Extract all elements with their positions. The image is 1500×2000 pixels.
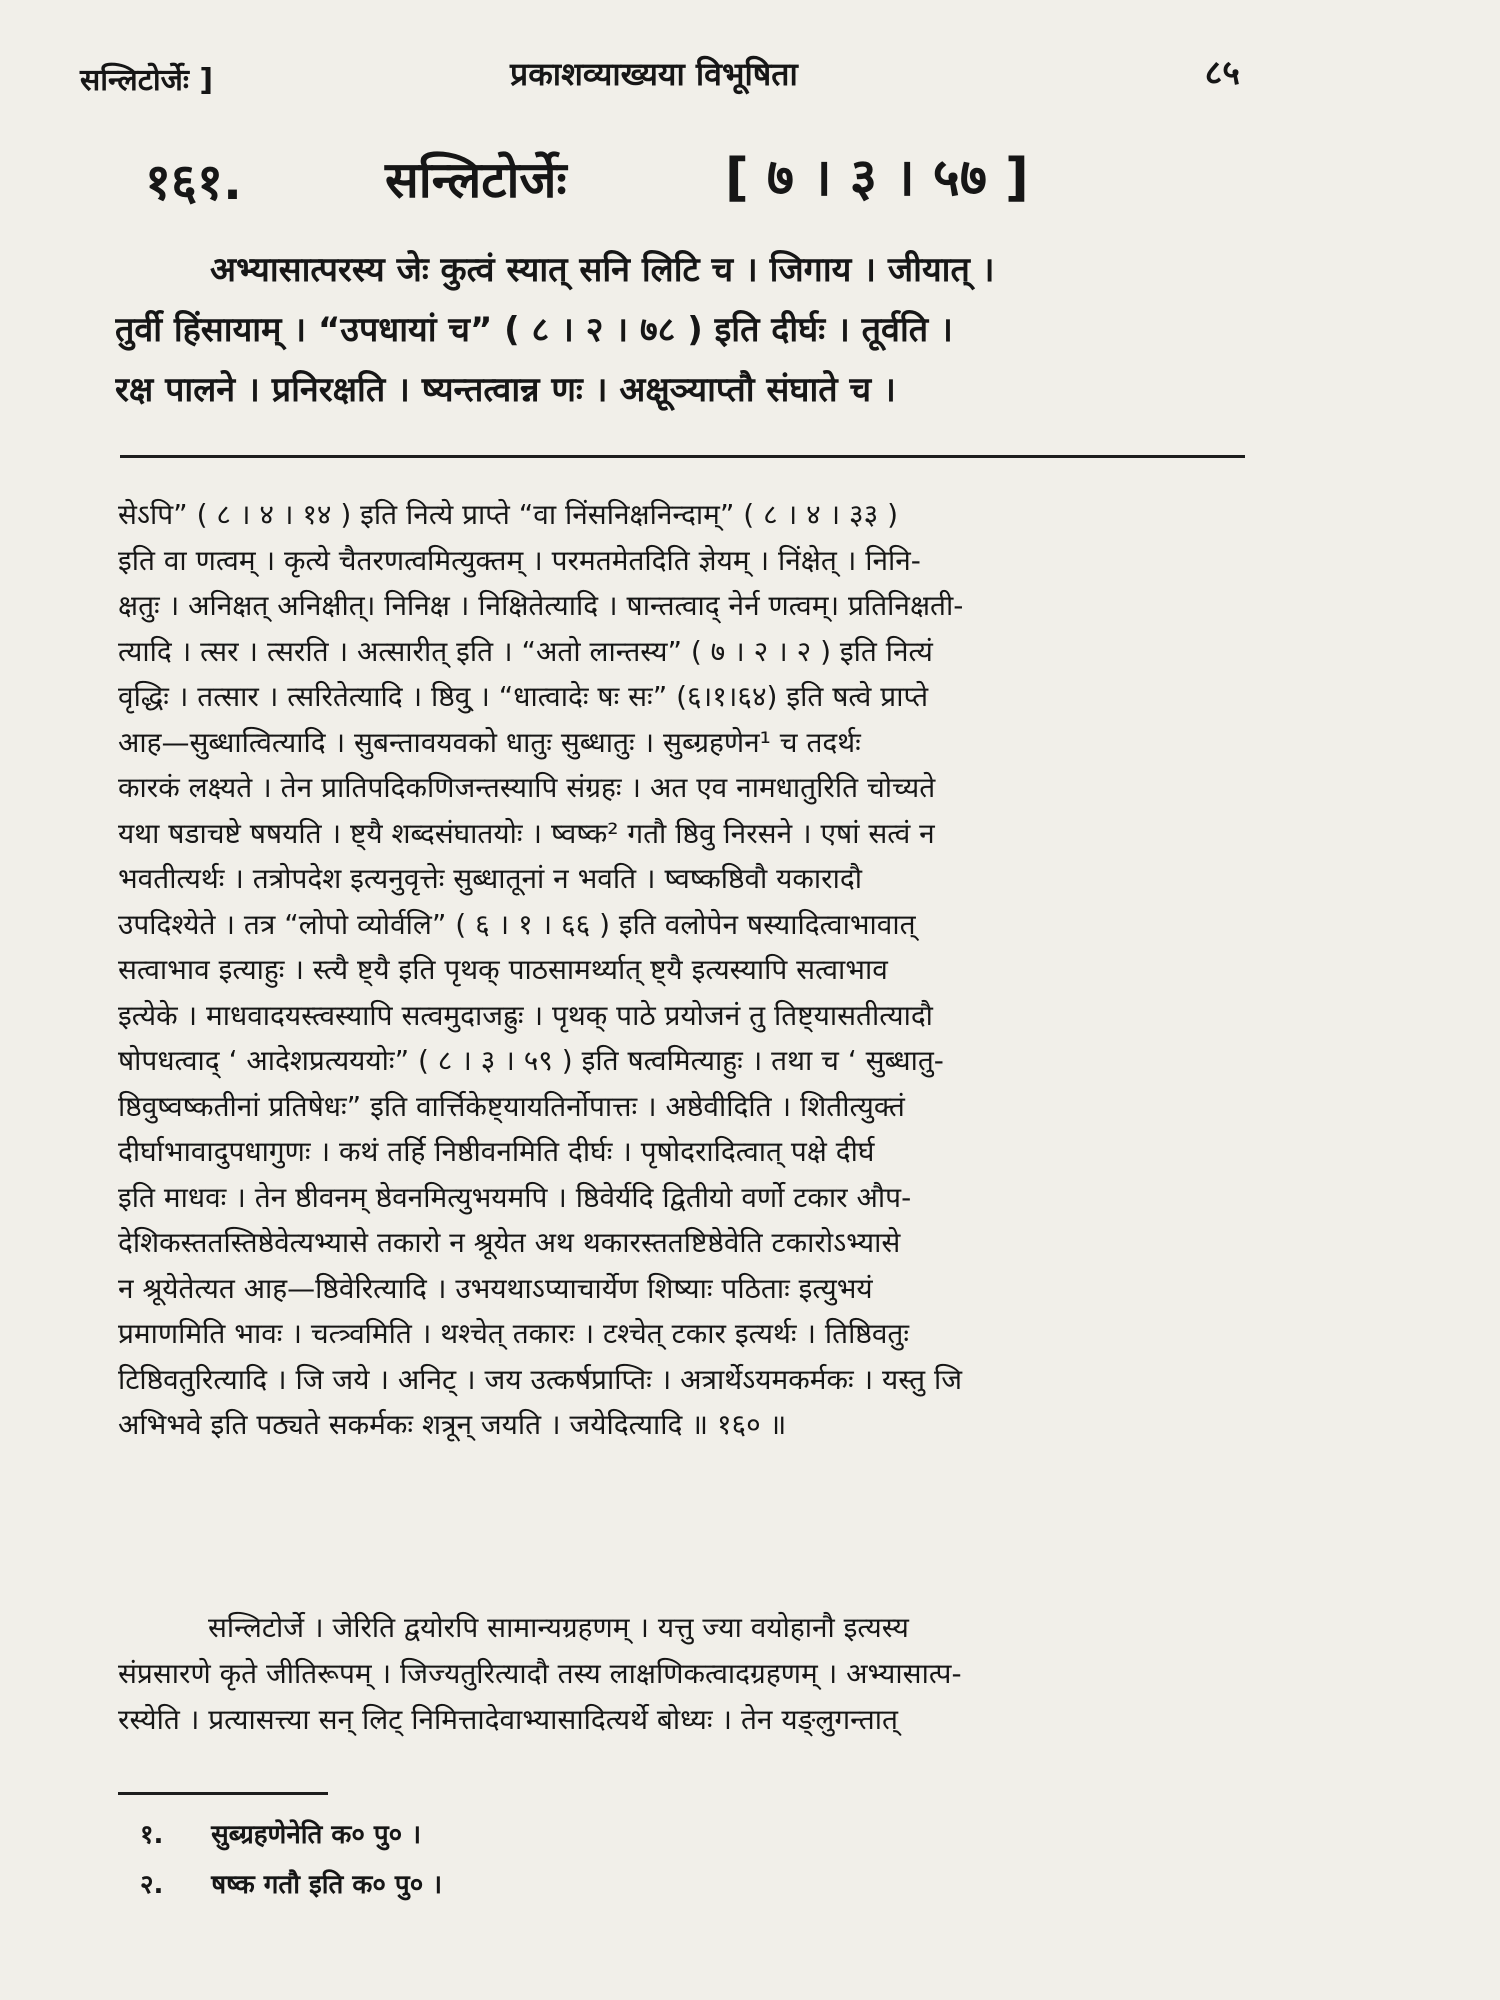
commentary-line: सेऽपि” ( ८ । ४ । १४ ) इति नित्ये प्राप्ते “वा निंसनिक्षनिन्दाम्” ( ८ । ४ । ३३ ) bbox=[118, 498, 899, 531]
vritti-line: अभ्यासात्परस्य जेः कुत्वं स्यात् सनि लिटि च । जिगाय । जीयात् । bbox=[210, 250, 995, 290]
tika-line: सन्लिटोर्जे । जेरिति द्वयोरपि सामान्यग्रहणम् । यत्तु ज्या वयोहानौ इत्यस्य bbox=[208, 1611, 909, 1644]
section-divider bbox=[120, 455, 1245, 458]
vritti-line: तुर्वी हिंसायाम् । “उपधायां च” ( ८ । २ । ७८ ) इति दीर्घः । तूर्वति । bbox=[115, 310, 953, 350]
commentary-line: त्यादि । त्सर । त्सरति । अत्सारीत् इति । “अतो लान्तस्य” ( ७ । २ । २ ) इति नित्यं bbox=[118, 634, 933, 668]
vritti-block bbox=[115, 240, 1245, 420]
commentary-line: इत्येके । माधवादयस्त्वस्यापि सत्वमुदाजह्रुः । पृथक् पाठे प्रयोजनं तु तिष्ट्यासतीत्यादौ bbox=[118, 998, 933, 1032]
sutra-number: १६१. bbox=[145, 153, 242, 211]
running-head-left: सन्लिटोर्जेः ] bbox=[80, 63, 214, 98]
footnote-number: १. bbox=[140, 1820, 164, 1850]
footnote-number: २. bbox=[140, 1870, 164, 1900]
commentary-line: अभिभवे इति पठ्यते सकर्मकः शत्रून् जयति । जयेदित्यादि ॥ १६० ॥ bbox=[118, 1408, 787, 1441]
footnote bbox=[140, 1810, 1040, 1860]
footnotes bbox=[140, 1810, 1040, 1910]
commentary-line: टिष्ठिवतुरित्यादि । जि जये । अनिट् । जय उत्कर्षप्राप्तिः । अत्रार्थेऽयमकर्मकः । यस्तु जि bbox=[118, 1362, 963, 1396]
sutra-heading bbox=[145, 140, 1245, 220]
tika-line: संप्रसारणे कृते जीतिरूपम् । जिज्यतुरित्यादौ तस्य लाक्षणिकत्वादग्रहणम् । अभ्यासात्प- bbox=[118, 1657, 962, 1690]
footnote bbox=[140, 1860, 1040, 1910]
commentary-line: उपदिश्येते । तत्र “लोपो व्योर्वलि” ( ६ । १ । ६६ ) इति वलोपेन षस्यादित्वाभावात् bbox=[118, 907, 916, 941]
commentary-line: इति माधवः । तेन ष्ठीवनम् ष्ठेवनमित्युभयमपि । ष्ठिवेर्यदि द्वितीयो वर्णो टकार औप- bbox=[118, 1180, 912, 1214]
sutra-reference: [ ७ । ३ । ५७ ] bbox=[725, 148, 1029, 208]
commentary-line: क्षतुः । अनिक्षत् अनिक्षीत्। निनिक्ष । निक्षितेत्यादि । षान्तत्वाद् नेर्न णत्वम्। प्रतिनिक्षती- bbox=[118, 589, 964, 622]
commentary-line: देशिकस्ततस्तिष्ठेवेत्यभ्यासे तकारो न श्रूयेत अथ थकारस्ततष्टिष्ठेवेति टकारोऽभ्यासे bbox=[118, 1226, 901, 1259]
commentary-line: कारकं लक्ष्यते । तेन प्रातिपदिकणिजन्तस्यापि संग्रहः । अत एव नामधातुरिति चोच्यते bbox=[118, 771, 936, 804]
commentary-line: षोपधत्वाद् ‘ आदेशप्रत्यययोः” ( ८ । ३ । ५९ ) इति षत्वमित्याहुः । तथा च ‘ सुब्धातु- bbox=[118, 1044, 944, 1077]
commentary-line: वृद्धिः । तत्सार । त्सरितेत्यादि । ष्ठिवु् । “धात्वादेः षः सः” (६।१।६४) इति षत्वे प्राप्ते bbox=[118, 680, 929, 713]
commentary-line: दीर्घाभावादुपधागुणः । कथं तर्हि निष्ठीवनमिति दीर्घः । पृषोदरादित्वात् पक्षे दीर्घ bbox=[118, 1135, 875, 1168]
sutra-title: सन्लिटोर्जेः bbox=[385, 151, 567, 209]
commentary-line: आह—सुब्धात्वित्यादि । सुबन्तावयवको धातुः सुब्धातुः । सुब्ग्रहणेन¹ च तदर्थः bbox=[118, 725, 861, 759]
running-head bbox=[80, 48, 1240, 108]
footnote-text: षष्क गतौ इति क० पु० । bbox=[211, 1870, 443, 1900]
commentary-line: प्रमाणमिति भावः । चत्त्र्वमिति । थश्चेत् तकारः । टश्चेत् टकार इत्यर्थः । तिष्ठिवतुः bbox=[118, 1317, 910, 1350]
footnote-divider bbox=[118, 1792, 328, 1795]
footnote-text: सुब्ग्रहणेनेति क० पु० । bbox=[211, 1820, 422, 1850]
commentary-line: सत्वाभाव इत्याहुः । स्त्यै ष्ट्यै इति पृथक् पाठसामर्थ्यात् ष्ट्यै इत्यस्यापि सत्वाभाव bbox=[118, 953, 888, 986]
commentary-line: भवतीत्यर्थः । तत्रोपदेश इत्यनुवृत्तेः सुब्धातूनां न भवति । ष्वष्कष्ठिवौ यकारादौ bbox=[118, 862, 862, 895]
page-number: ८५ bbox=[1204, 53, 1240, 93]
commentary-line: यथा षडाचष्टे षषयति । ष्ट्यै शब्दसंघातयोः । ष्वष्क² गतौ ष्ठिवु निरसने । एषां सत्वं न bbox=[118, 816, 935, 850]
tika-line: रस्येति । प्रत्यासत्त्या सन् लिट् निमित्तादेवाभ्यासादित्यर्थे बोध्यः । तेन यङ्लुगन्तात् bbox=[118, 1703, 898, 1736]
commentary-line: इति वा णत्वम् । कृत्ये चैतरणत्वमित्युक्तम् । परमतमेतदिति ज्ञेयम् । निंक्षेत् । निनि- bbox=[118, 543, 921, 577]
commentary-line: न श्रूयेतेत्यत आह—ष्ठिवेरित्यादि । उभयथाऽप्याचार्येण शिष्याः पठिताः इत्युभयं bbox=[118, 1271, 873, 1305]
tika-block bbox=[118, 1605, 1248, 1743]
running-head-title: प्रकाशव्याख्यया विभूषिता bbox=[510, 55, 798, 93]
commentary-line: ष्ठिवुष्वष्कतीनां प्रतिषेधः” इति वार्त्तिकेष्ट्यायतिर्नोपात्तः । अष्ठेवीदिति । शितीत्युक्तं bbox=[118, 1089, 905, 1123]
vritti-line: रक्ष पालने । प्रनिरक्षति । ष्यन्तत्वान्न णः । अक्षूञ्याप्तौ संघाते च । bbox=[115, 370, 896, 410]
commentary-block bbox=[118, 492, 1248, 1448]
